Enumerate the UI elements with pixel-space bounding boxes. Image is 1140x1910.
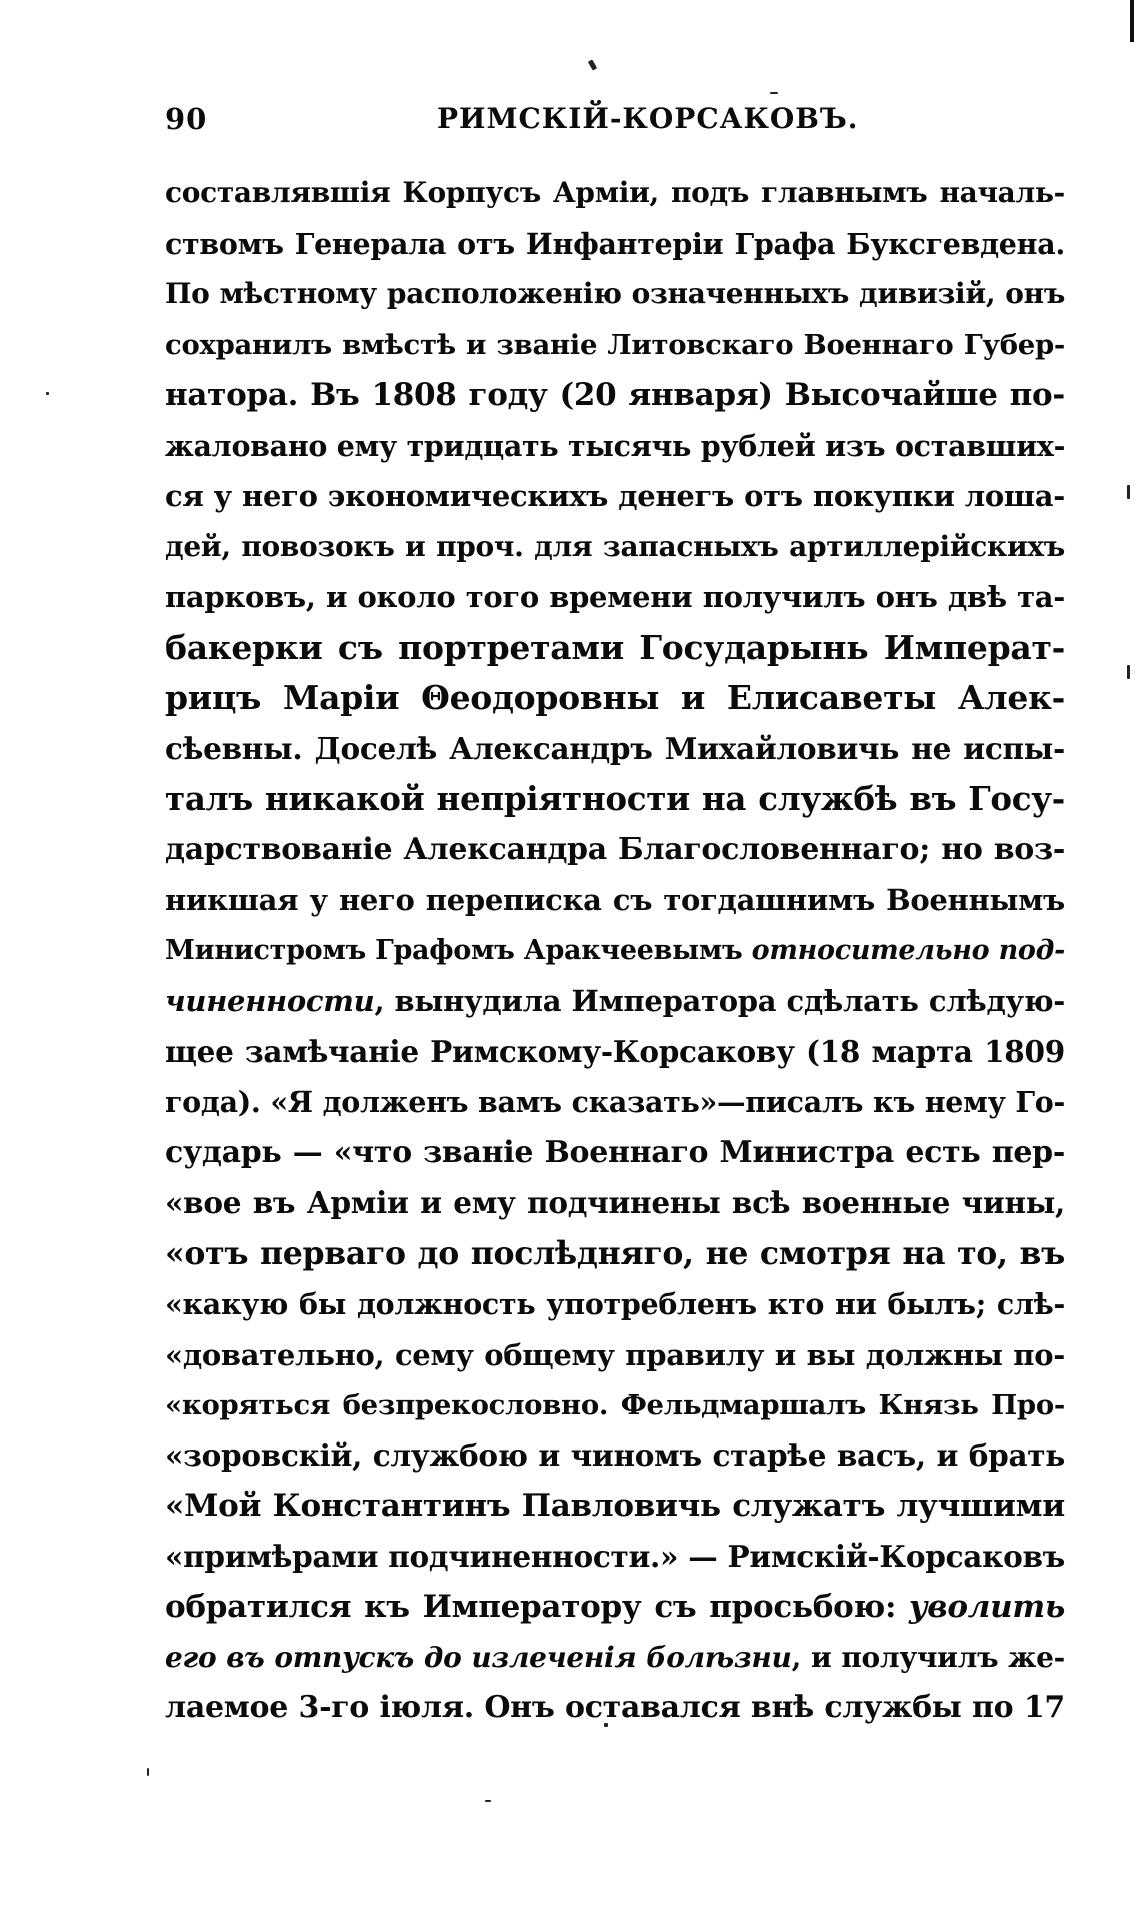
text-line	[165, 976, 1065, 1027]
text-segment: ся у него экономическихъ денегъ отъ покупки лоша-	[165, 479, 1065, 513]
text-segment: ствомъ Генерала отъ Инфантеріи Графа Буксгевдена.	[165, 226, 1065, 261]
text-line	[165, 774, 1065, 825]
text-segment: талъ никакой непріятности на службѣ въ Госу-	[165, 779, 1065, 818]
text-segment: сѣевны. Доселѣ Александръ Михайловичь не испы-	[165, 730, 1065, 766]
scan-speck	[770, 92, 778, 94]
text-line	[165, 623, 1065, 674]
text-line	[165, 1279, 1065, 1330]
text-line	[165, 370, 1065, 421]
text-segment: дарствованіе Александра Благословеннаго; но воз-	[165, 831, 1065, 867]
text-line	[165, 269, 1065, 320]
text-segment: , вынудила Императора сдѣлать слѣдую-	[374, 984, 1065, 1018]
text-line	[165, 724, 1065, 775]
text-line	[165, 1683, 1065, 1734]
text-line	[165, 572, 1065, 623]
text-segment: По мѣстному расположенію означенныхъ дивизій, онъ	[165, 277, 1065, 310]
text-line	[165, 1431, 1065, 1482]
scan-speck	[1127, 485, 1130, 499]
text-segment: лаемое 3-го іюля. Онъ оставался внѣ службы по 17	[165, 1690, 1065, 1725]
text-segment: дей, повозокъ и проч. для запасныхъ артиллерійскихъ	[165, 529, 1065, 563]
text-line	[165, 522, 1065, 573]
text-segment: «какую бы должность употребленъ кто ни былъ; слѣ-	[165, 1287, 1065, 1321]
text-line	[165, 1532, 1065, 1583]
italic-text: уволить	[909, 1589, 1065, 1625]
text-segment: , и получилъ же-	[791, 1640, 1065, 1674]
text-segment: «довательно, сему общему правилу и вы должны по-	[165, 1337, 1065, 1372]
text-line	[165, 471, 1065, 522]
text-segment: Министромъ Графомъ Аракчеевымъ	[165, 934, 752, 966]
text-line	[165, 926, 1065, 977]
text-line	[165, 320, 1065, 371]
text-line	[165, 1128, 1065, 1179]
text-segment: сударь — «что званіе Военнаго Министра есть пер-	[165, 1134, 1065, 1170]
body-text	[165, 168, 1065, 1734]
text-segment: «отъ перваго до послѣдняго, не смотря на то, въ	[165, 1234, 1065, 1272]
text-line	[165, 875, 1065, 926]
scan-speck	[147, 1768, 149, 1776]
text-segment: «зоровскій, службою и чиномъ старѣе васъ, и брать	[165, 1437, 1065, 1473]
text-line	[165, 219, 1065, 270]
text-segment: «коряться безпрекословно. Фельдмаршалъ Князь Про-	[165, 1389, 1065, 1421]
running-title: РИМСКІЙ-КОРСАКОВЪ.	[437, 102, 859, 135]
text-segment: бакерки съ портретами Государынь Императ-	[165, 627, 1065, 667]
text-segment: «примѣрами подчиненности.» — Римскій-Корсаковъ	[165, 1538, 1065, 1574]
text-segment: сохранилъ вмѣстѣ и званіе Литовскаго Военнаго Губер-	[165, 328, 1065, 361]
scan-speck	[1127, 665, 1130, 679]
text-segment: никшая у него переписка съ тогдашнимъ Военнымъ	[165, 883, 1065, 917]
text-segment: обратился къ Императору съ просьбою:	[165, 1589, 910, 1625]
text-line	[165, 673, 1065, 724]
text-segment: жаловано ему тридцать тысячь рублей изъ оставших-	[165, 428, 1066, 463]
page-header	[165, 102, 1067, 142]
text-line	[165, 1380, 1065, 1431]
italic-text: его въ отпускъ до излеченія болѣзни	[165, 1640, 792, 1674]
text-segment: парковъ, и около того времени получилъ онъ двѣ та-	[165, 580, 1065, 614]
text-line	[165, 1633, 1065, 1684]
text-segment: щее замѣчаніе Римскому-Корсакову (18 марта 1809	[165, 1033, 1065, 1069]
text-segment: года). «Я долженъ вамъ сказать»—писалъ къ нему Го-	[165, 1085, 1065, 1119]
text-line	[165, 825, 1065, 876]
text-segment: составлявшія Корпусъ Арміи, подъ главнымъ началь-	[165, 176, 1065, 209]
text-line	[165, 1229, 1065, 1280]
text-line	[165, 1582, 1065, 1633]
text-line	[165, 1330, 1065, 1381]
text-line	[165, 421, 1065, 472]
text-line	[165, 1027, 1065, 1078]
text-line	[165, 1077, 1065, 1128]
text-line	[165, 168, 1065, 219]
scan-edge-mark	[1130, 0, 1134, 42]
text-segment: «Мой Константинъ Павловичь служатъ лучшими	[165, 1488, 1065, 1524]
scan-speck	[588, 59, 597, 70]
scan-speck	[485, 1800, 491, 1802]
text-segment: «вое въ Арміи и ему подчинены всѣ военные чины,	[165, 1185, 1065, 1220]
page-number: 90	[165, 102, 208, 136]
italic-text: относительно под-	[751, 934, 1065, 966]
text-segment: рицъ Маріи Θеодоровны и Елисаветы Алек-	[165, 678, 1065, 717]
italic-text: чиненности	[165, 984, 375, 1018]
text-line	[165, 1178, 1065, 1229]
text-segment: натора. Въ 1808 году (20 января) Высочайше по-	[165, 377, 1065, 413]
text-line	[165, 1481, 1065, 1532]
scan-speck	[46, 392, 49, 395]
